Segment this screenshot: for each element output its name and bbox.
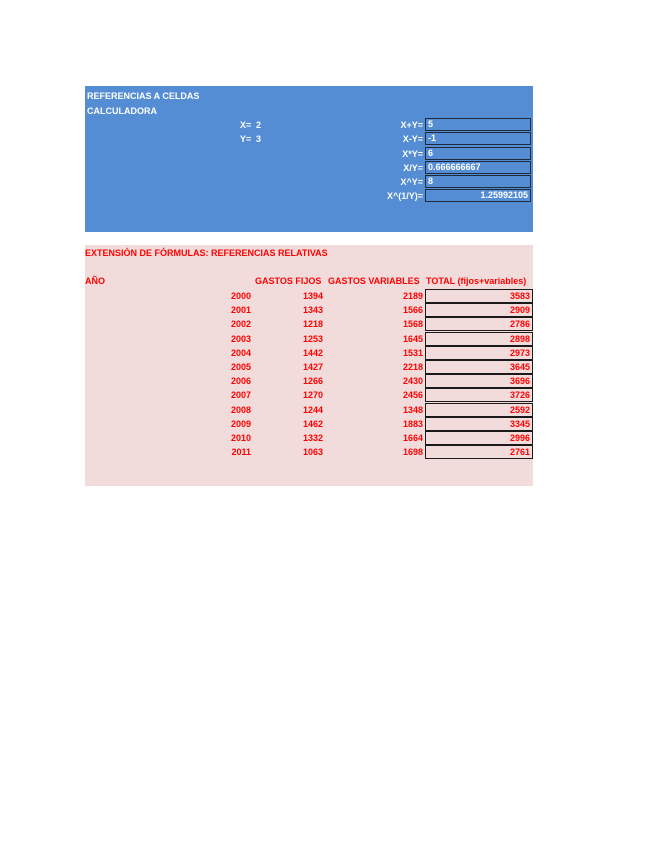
table-row [85, 317, 533, 331]
cell-variable[interactable]: 2189 [402, 291, 423, 301]
op-label-product: X*Y= [402, 149, 423, 159]
cell-variable[interactable]: 1566 [402, 305, 423, 316]
cell-total[interactable]: 3726 [425, 388, 533, 402]
cell-fixed[interactable]: 1063 [302, 447, 323, 458]
cell-fixed[interactable]: 1332 [302, 433, 323, 443]
header-variable: GASTOS VARIABLES [328, 276, 420, 286]
op-label-quotient: X/Y= [403, 163, 423, 173]
calc-subtitle: CALCULADORA [87, 106, 157, 116]
table-row [85, 303, 533, 317]
x-value-cell[interactable]: 2 [256, 120, 262, 130]
header-total: TOTAL (fijos+variables) [426, 276, 527, 286]
cell-year[interactable]: 2010 [230, 433, 251, 443]
table-row [85, 346, 533, 360]
cell-year[interactable]: 2004 [230, 347, 251, 358]
cell-fixed[interactable]: 1427 [302, 362, 323, 372]
cell-year[interactable]: 2000 [230, 291, 251, 301]
cell-fixed[interactable]: 1218 [302, 319, 323, 330]
cell-year[interactable]: 2002 [230, 319, 251, 330]
op-label-power: X^Y= [400, 177, 423, 187]
cell-fixed[interactable]: 1343 [302, 305, 323, 316]
cell-variable[interactable]: 2456 [402, 390, 423, 401]
cell-variable[interactable]: 1531 [402, 347, 423, 358]
cell-fixed[interactable]: 1244 [302, 404, 323, 415]
cell-total[interactable]: 2898 [425, 332, 533, 346]
cell-year[interactable]: 2009 [230, 418, 251, 429]
cell-variable[interactable]: 1664 [402, 433, 423, 443]
cell-total[interactable]: 2909 [425, 303, 533, 317]
op-result-product[interactable]: 6 [425, 147, 531, 160]
cell-variable[interactable]: 1883 [402, 418, 423, 429]
table-row [85, 374, 533, 388]
cell-total[interactable]: 3645 [425, 360, 533, 374]
x-label: X= [240, 120, 252, 130]
cell-fixed[interactable]: 1270 [302, 390, 323, 401]
table-row [85, 332, 533, 346]
cell-year[interactable]: 2001 [230, 305, 251, 316]
cell-fixed[interactable]: 1266 [302, 376, 323, 387]
cell-fixed[interactable]: 1394 [302, 291, 323, 301]
table-title: EXTENSIÓN DE FÓRMULAS: REFERENCIAS RELATIVAS [85, 248, 328, 258]
table-row [85, 360, 533, 374]
op-result-diff[interactable]: -1 [425, 132, 531, 145]
header-year: AÑO [85, 276, 105, 286]
cell-total[interactable]: 2786 [425, 317, 533, 331]
cell-total[interactable]: 2592 [425, 403, 533, 417]
cell-variable[interactable]: 1698 [402, 447, 423, 458]
op-result-sum[interactable]: 5 [425, 118, 531, 131]
op-result-quotient[interactable]: 0.666666667 [425, 161, 531, 174]
cell-total[interactable]: 3345 [425, 417, 533, 431]
calculator-section [85, 86, 533, 232]
cell-year[interactable]: 2003 [230, 333, 251, 344]
calc-title: REFERENCIAS A CELDAS [87, 91, 200, 101]
table-row [85, 417, 533, 431]
op-label-diff: X-Y= [402, 134, 423, 144]
header-fixed: GASTOS FIJOS [255, 276, 322, 286]
cell-year[interactable]: 2007 [230, 390, 251, 401]
cell-variable[interactable]: 1568 [402, 319, 423, 330]
cell-variable[interactable]: 2430 [402, 376, 423, 387]
table-row [85, 388, 533, 402]
cell-total[interactable]: 2996 [425, 431, 533, 445]
op-label-root: X^(1/Y)= [386, 191, 423, 201]
cell-year[interactable]: 2006 [230, 376, 251, 387]
cell-total[interactable]: 3583 [425, 289, 533, 303]
op-result-power[interactable]: 8 [425, 175, 531, 188]
cell-year[interactable]: 2008 [230, 404, 251, 415]
cell-fixed[interactable]: 1462 [302, 418, 323, 429]
table-row [85, 289, 533, 303]
cell-total[interactable]: 2761 [425, 445, 533, 459]
table-row [85, 431, 533, 445]
y-value-cell[interactable]: 3 [256, 134, 262, 144]
op-label-sum: X+Y= [400, 120, 423, 130]
expenses-section [85, 245, 533, 486]
cell-variable[interactable]: 2218 [402, 362, 423, 372]
table-row [85, 445, 533, 459]
cell-fixed[interactable]: 1253 [302, 333, 323, 344]
y-label: Y= [240, 134, 252, 144]
cell-total[interactable]: 3696 [425, 374, 533, 388]
table-row [85, 403, 533, 417]
op-result-root[interactable]: 1.25992105 [425, 189, 531, 202]
cell-year[interactable]: 2011 [231, 447, 251, 458]
cell-fixed[interactable]: 1442 [302, 347, 323, 358]
cell-variable[interactable]: 1348 [402, 404, 423, 415]
cell-year[interactable]: 2005 [230, 362, 251, 372]
cell-total[interactable]: 2973 [425, 346, 533, 360]
cell-variable[interactable]: 1645 [402, 333, 423, 344]
